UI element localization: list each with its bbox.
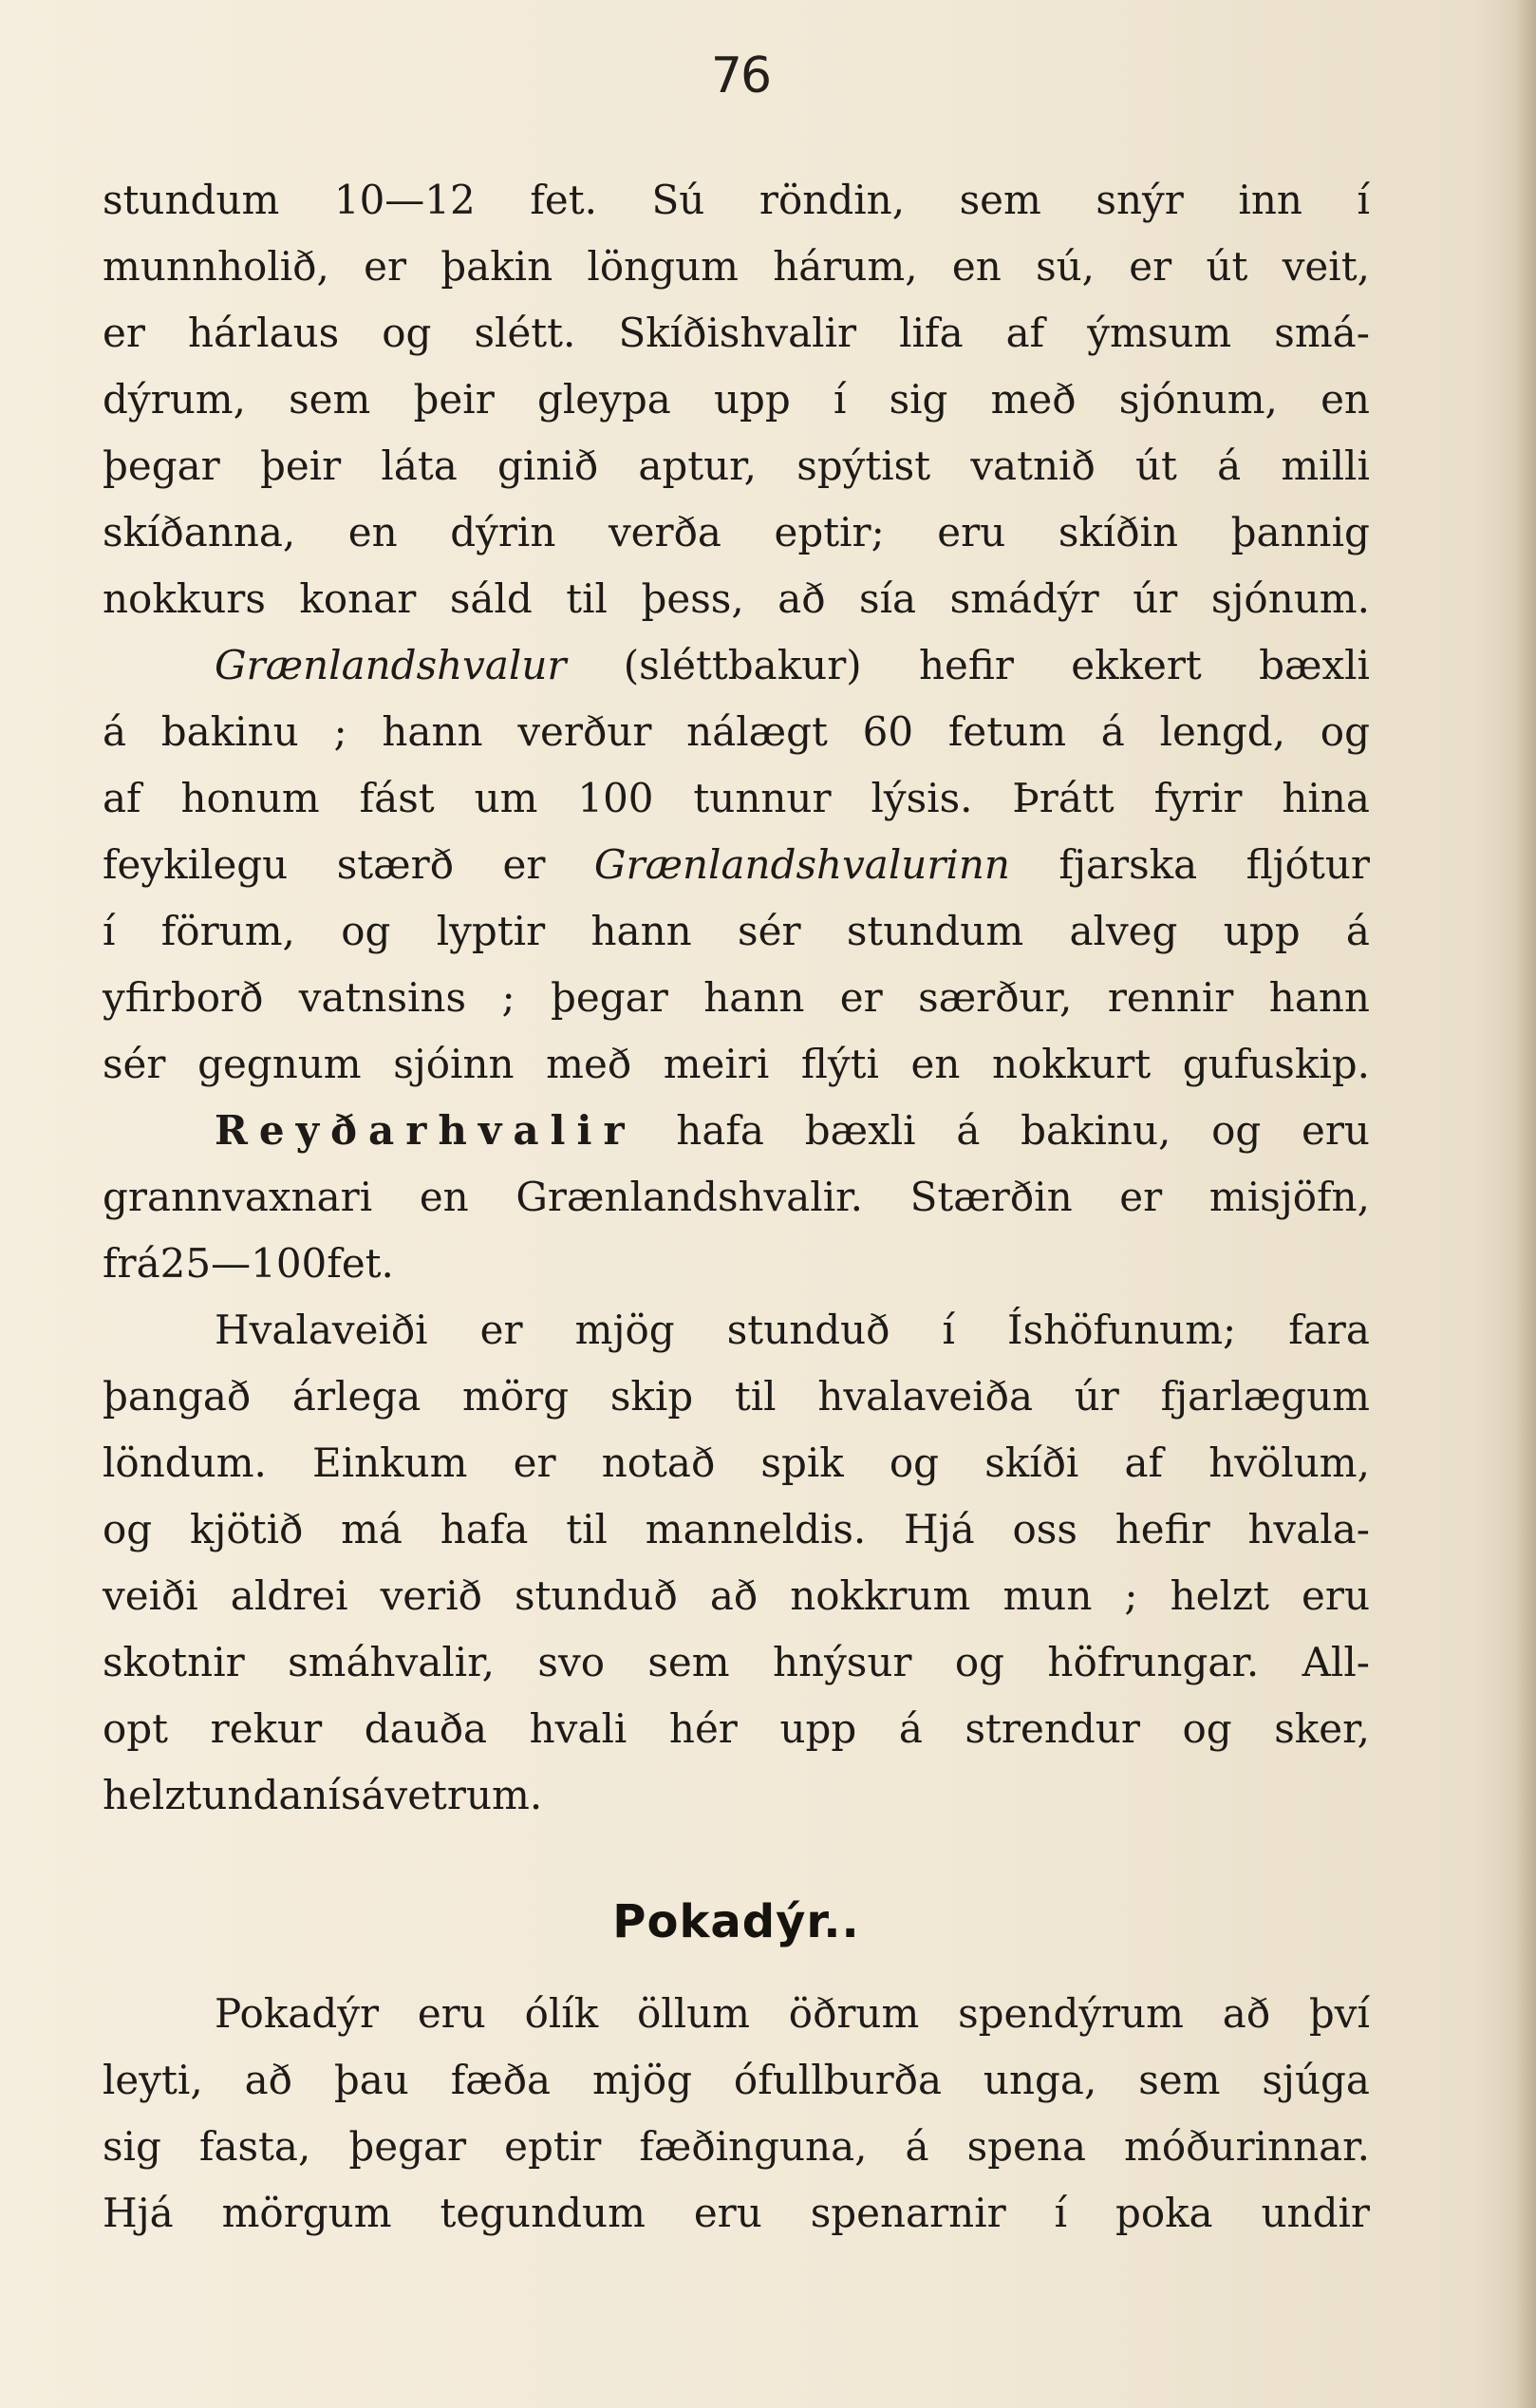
word: skíðin bbox=[1058, 509, 1179, 555]
word: upp bbox=[713, 376, 791, 423]
word: honum bbox=[180, 775, 320, 821]
word: spik bbox=[760, 1439, 844, 1486]
word: í bbox=[942, 1307, 955, 1353]
word: ; bbox=[333, 708, 347, 755]
word: hann bbox=[590, 908, 692, 954]
word: sér bbox=[103, 1041, 166, 1087]
word: feykilegu bbox=[103, 841, 289, 888]
word: dýrin bbox=[450, 509, 556, 555]
text-line bbox=[103, 1563, 1370, 1629]
word: fást bbox=[359, 775, 435, 821]
word: nokkurt bbox=[991, 1041, 1152, 1087]
page-number: 76 bbox=[710, 47, 771, 104]
word: hvölum, bbox=[1208, 1439, 1370, 1486]
word: að bbox=[244, 2057, 292, 2103]
word: sjónum, bbox=[1118, 376, 1278, 423]
word: þeir bbox=[259, 442, 342, 489]
body-text bbox=[103, 167, 1370, 2247]
word: mjög bbox=[574, 1307, 675, 1353]
word: upp bbox=[779, 1705, 857, 1752]
word: skíði bbox=[984, 1439, 1079, 1486]
word: 25—100 bbox=[159, 1240, 328, 1287]
word: og bbox=[1182, 1705, 1232, 1752]
word: og bbox=[954, 1639, 1005, 1685]
word: vetrum. bbox=[384, 1772, 543, 1818]
word: flýti bbox=[800, 1041, 879, 1087]
word: sker, bbox=[1274, 1705, 1370, 1752]
word: hafa bbox=[676, 1107, 764, 1154]
word: er bbox=[364, 243, 407, 290]
word: ; bbox=[1124, 1572, 1138, 1619]
text-line bbox=[103, 1696, 1370, 1762]
word: en bbox=[419, 1174, 469, 1220]
text-line bbox=[103, 499, 1370, 566]
word: verða bbox=[608, 509, 721, 555]
word: þau bbox=[333, 2057, 409, 2103]
word: sem bbox=[289, 376, 371, 423]
word: helzt bbox=[103, 1772, 202, 1818]
word: þegar bbox=[103, 442, 220, 489]
word: þegar bbox=[551, 974, 668, 1021]
text-line bbox=[103, 167, 1370, 234]
word: bakinu bbox=[160, 708, 299, 755]
word: eru bbox=[417, 1990, 486, 2037]
word: stundum bbox=[103, 177, 280, 223]
text-line bbox=[103, 1231, 1370, 1297]
word: oss bbox=[1012, 1506, 1077, 1552]
word: um bbox=[474, 775, 538, 821]
word: til bbox=[734, 1373, 777, 1420]
text-line bbox=[103, 832, 1370, 898]
word: hann bbox=[382, 708, 483, 755]
word: eru bbox=[937, 509, 1006, 555]
word: nokkurs bbox=[103, 575, 266, 622]
text-line bbox=[103, 300, 1370, 367]
word: kjötið bbox=[189, 1506, 304, 1552]
word: í bbox=[1054, 2190, 1068, 2236]
word: leyti, bbox=[103, 2057, 203, 2103]
text-line bbox=[103, 566, 1370, 632]
text-line bbox=[103, 1098, 1370, 1164]
word: lýsis. bbox=[871, 775, 973, 821]
paragraph-block-after-heading bbox=[103, 1981, 1370, 2247]
word: á bbox=[1345, 908, 1370, 954]
word: mjög bbox=[591, 2057, 693, 2103]
word: er bbox=[513, 1439, 556, 1486]
word: er bbox=[103, 310, 145, 356]
word: verður bbox=[517, 708, 652, 755]
word: á bbox=[905, 2123, 929, 2170]
word: röndin, bbox=[759, 177, 906, 223]
text-line bbox=[103, 1629, 1370, 1696]
word: sáld bbox=[449, 575, 533, 622]
word: mörg bbox=[462, 1373, 570, 1420]
word: manneldis. bbox=[645, 1506, 867, 1552]
word: frá bbox=[103, 1240, 160, 1287]
word: smádýr bbox=[949, 575, 1099, 622]
word: af bbox=[1124, 1439, 1164, 1486]
word: ófullburða bbox=[733, 2057, 943, 2103]
word: á bbox=[103, 708, 127, 755]
word: stunduð bbox=[515, 1572, 678, 1619]
word: þeir bbox=[413, 376, 495, 423]
word: bæxli bbox=[804, 1107, 916, 1154]
word: og bbox=[103, 1506, 153, 1552]
word: móðurinnar. bbox=[1124, 2123, 1370, 2170]
word: með bbox=[546, 1041, 632, 1087]
word: hvalaveiða bbox=[817, 1373, 1033, 1420]
word: til bbox=[566, 1506, 608, 1552]
section-heading: Pokadýr.. bbox=[612, 1895, 860, 1948]
word: All- bbox=[1302, 1639, 1370, 1685]
word: spena bbox=[966, 2123, 1086, 2170]
word: Stærðin bbox=[909, 1174, 1073, 1220]
word: ginið bbox=[497, 442, 599, 489]
word: eru bbox=[1302, 1572, 1370, 1619]
word: höfrungar. bbox=[1047, 1639, 1260, 1685]
page-edge-shadow bbox=[1515, 0, 1536, 2408]
word: sía bbox=[859, 575, 917, 622]
text-line bbox=[103, 632, 1370, 699]
word: fyrir bbox=[1153, 775, 1243, 821]
word: sjúga bbox=[1262, 2057, 1370, 2103]
text-line bbox=[103, 1364, 1370, 1430]
word: að bbox=[1222, 1990, 1271, 2037]
word: helzt bbox=[1170, 1572, 1269, 1619]
word: fljótur bbox=[1246, 841, 1370, 888]
word: grannvaxnari bbox=[103, 1174, 373, 1220]
word: veit, bbox=[1282, 243, 1370, 290]
word: inn bbox=[1238, 177, 1302, 223]
word: sú, bbox=[1036, 243, 1096, 290]
word: strendur bbox=[965, 1705, 1140, 1752]
word: hafa bbox=[440, 1506, 529, 1552]
text-line bbox=[103, 367, 1370, 433]
word: konar bbox=[299, 575, 417, 622]
word: veiði bbox=[103, 1572, 198, 1619]
word: Skíðishvalir bbox=[618, 310, 857, 356]
word: af bbox=[103, 775, 141, 821]
word: Hjá bbox=[103, 2190, 174, 2236]
word: vatnið bbox=[970, 442, 1096, 489]
word: smáhvalir, bbox=[288, 1639, 496, 1685]
word: í bbox=[103, 908, 116, 954]
word: sig bbox=[889, 376, 948, 423]
word: nálægt bbox=[686, 708, 828, 755]
word: sem bbox=[1138, 2057, 1221, 2103]
word: fet. bbox=[327, 1240, 394, 1287]
text-line bbox=[103, 965, 1370, 1031]
word: sem bbox=[959, 177, 1041, 223]
word: mörgum bbox=[221, 2190, 392, 2236]
word: út bbox=[1134, 442, 1177, 489]
word: misjöfn, bbox=[1208, 1174, 1370, 1220]
word: nokkrum bbox=[790, 1572, 971, 1619]
word: með bbox=[990, 376, 1077, 423]
word: fæðinguna, bbox=[639, 2123, 868, 2170]
word: fetum bbox=[947, 708, 1067, 755]
word: vatnsins bbox=[298, 974, 467, 1021]
word: snýr bbox=[1096, 177, 1184, 223]
word: öðrum bbox=[788, 1990, 920, 2037]
word: og bbox=[889, 1439, 940, 1486]
word: að bbox=[709, 1572, 759, 1619]
word: rennir bbox=[1107, 974, 1234, 1021]
word: Hjá bbox=[904, 1506, 975, 1552]
word: meiri bbox=[663, 1041, 770, 1087]
word: er bbox=[839, 974, 883, 1021]
word: alveg bbox=[1069, 908, 1178, 954]
word: stundum bbox=[846, 908, 1024, 954]
word: slétt. bbox=[474, 310, 576, 356]
word: milli bbox=[1281, 442, 1370, 489]
text-line bbox=[103, 1762, 1370, 1829]
word: sér bbox=[738, 908, 801, 954]
text-line bbox=[103, 1297, 1370, 1364]
word: því bbox=[1308, 1990, 1370, 2037]
word: eru bbox=[1301, 1107, 1370, 1154]
paragraph-block-before-heading bbox=[103, 167, 1370, 1829]
word: eptir bbox=[504, 2123, 602, 2170]
word: Grænlandshvalur bbox=[215, 642, 567, 688]
word: rekur bbox=[210, 1705, 323, 1752]
word: þegar bbox=[348, 2123, 467, 2170]
text-line bbox=[103, 1164, 1370, 1231]
word: öllum bbox=[636, 1990, 750, 2037]
word: verið bbox=[380, 1572, 482, 1619]
word: gegnum bbox=[197, 1041, 362, 1087]
word: ís bbox=[328, 1772, 362, 1818]
word: á bbox=[1100, 708, 1125, 755]
word: notað bbox=[601, 1439, 716, 1486]
word: til bbox=[566, 575, 608, 622]
word: hvala- bbox=[1247, 1506, 1370, 1552]
word: er bbox=[479, 1307, 523, 1353]
word: smá- bbox=[1274, 310, 1370, 356]
word: þannig bbox=[1230, 509, 1370, 555]
word: dauða bbox=[364, 1705, 488, 1752]
word: upp bbox=[1223, 908, 1301, 954]
word: Grænlandshvalir. bbox=[515, 1174, 863, 1220]
word: Sú bbox=[651, 177, 705, 223]
word: hina bbox=[1282, 775, 1370, 821]
word: fæða bbox=[450, 2057, 552, 2103]
word: spendýrum bbox=[958, 1990, 1185, 2037]
word: munnholið, bbox=[103, 243, 329, 290]
word: fara bbox=[1288, 1307, 1370, 1353]
word: ekkert bbox=[1071, 642, 1202, 688]
word: hnýsur bbox=[772, 1639, 912, 1685]
word: hefir bbox=[918, 642, 1014, 688]
word: 100 bbox=[577, 775, 654, 821]
word: en bbox=[910, 1041, 961, 1087]
word: dýrum, bbox=[103, 376, 246, 423]
word: af bbox=[1005, 310, 1045, 356]
word: en bbox=[347, 509, 398, 555]
heading-line bbox=[103, 1829, 1370, 1981]
word: sem bbox=[647, 1639, 730, 1685]
word: hér bbox=[668, 1705, 738, 1752]
word: á bbox=[956, 1107, 981, 1154]
word: úr bbox=[1074, 1373, 1119, 1420]
word: og bbox=[382, 310, 432, 356]
text-line bbox=[103, 699, 1370, 765]
text-line bbox=[103, 1496, 1370, 1563]
word: hárum, bbox=[773, 243, 918, 290]
word: undir bbox=[1261, 2190, 1370, 2236]
word: fjarlægum bbox=[1160, 1373, 1370, 1420]
word: er bbox=[1119, 1174, 1163, 1220]
word: úr bbox=[1133, 575, 1178, 622]
word: Pokadýr bbox=[215, 1990, 380, 2037]
text-line bbox=[103, 1031, 1370, 1098]
text-line bbox=[103, 2114, 1370, 2180]
word: Einkum bbox=[312, 1439, 468, 1486]
word: 60 bbox=[862, 708, 914, 755]
word: hann bbox=[1268, 974, 1370, 1021]
word: mun bbox=[1002, 1572, 1093, 1619]
word: opt bbox=[103, 1705, 169, 1752]
word: spenarnir bbox=[810, 2190, 1006, 2236]
word: hárlaus bbox=[187, 310, 340, 356]
word: Hvalaveiði bbox=[215, 1307, 428, 1353]
word: lifa bbox=[899, 310, 964, 356]
word: ólík bbox=[524, 1990, 599, 2037]
text-line bbox=[103, 234, 1370, 300]
word: skotnir bbox=[103, 1639, 245, 1685]
word: að bbox=[777, 575, 826, 622]
word: þangað bbox=[103, 1373, 252, 1420]
word: þakin bbox=[440, 243, 553, 290]
word: og bbox=[341, 908, 391, 954]
word: en bbox=[951, 243, 1002, 290]
word: aldrei bbox=[230, 1572, 348, 1619]
word: skip bbox=[609, 1373, 694, 1420]
text-line bbox=[103, 898, 1370, 965]
word: 10—12 bbox=[333, 177, 476, 223]
word: aptur, bbox=[638, 442, 757, 489]
word: poka bbox=[1115, 2190, 1213, 2236]
word: förum, bbox=[160, 908, 295, 954]
word: ýmsum bbox=[1087, 310, 1232, 356]
text-line bbox=[103, 1430, 1370, 1496]
word: í bbox=[1357, 177, 1370, 223]
word: tegundum bbox=[440, 2190, 646, 2236]
word: eru bbox=[693, 2190, 762, 2236]
word: stunduð bbox=[726, 1307, 890, 1353]
word: hefir bbox=[1115, 1506, 1210, 1552]
word: Grænlandshvalurinn bbox=[593, 841, 1010, 888]
word: skíðanna, bbox=[103, 509, 296, 555]
word: undan bbox=[201, 1772, 328, 1818]
word: hvali bbox=[529, 1705, 628, 1752]
word: eptir; bbox=[774, 509, 885, 555]
text-line bbox=[103, 2047, 1370, 2114]
word: sjónum. bbox=[1210, 575, 1370, 622]
text-line bbox=[103, 433, 1370, 499]
word: ; bbox=[501, 974, 515, 1021]
word: sig bbox=[103, 2123, 161, 2170]
word: hann bbox=[703, 974, 805, 1021]
word: bakinu, bbox=[1021, 1107, 1171, 1154]
word: stærð bbox=[336, 841, 454, 888]
text-line bbox=[103, 2180, 1370, 2247]
text-line bbox=[103, 1981, 1370, 2047]
word: má bbox=[341, 1506, 403, 1552]
word: á bbox=[1217, 442, 1242, 489]
text-line bbox=[103, 765, 1370, 832]
word: lyptir bbox=[436, 908, 546, 954]
word: yfirborð bbox=[103, 974, 264, 1021]
word: þess, bbox=[641, 575, 744, 622]
word: Reyðarhvalir bbox=[215, 1107, 636, 1154]
word: særður, bbox=[918, 974, 1073, 1021]
word: láta bbox=[381, 442, 458, 489]
word: árlega bbox=[291, 1373, 421, 1420]
word: lengd, bbox=[1159, 708, 1286, 755]
word: er bbox=[502, 841, 546, 888]
word: fet. bbox=[530, 177, 597, 223]
word: fasta, bbox=[198, 2123, 311, 2170]
word: í bbox=[833, 376, 847, 423]
word: löngum bbox=[587, 243, 739, 290]
word: út bbox=[1206, 243, 1248, 290]
word: unga, bbox=[983, 2057, 1097, 2103]
word: bæxli bbox=[1259, 642, 1370, 688]
word: svo bbox=[537, 1639, 605, 1685]
word: og bbox=[1211, 1107, 1262, 1154]
word: Þrátt bbox=[1012, 775, 1115, 821]
word: löndum. bbox=[103, 1439, 267, 1486]
word: Íshöfunum; bbox=[1007, 1307, 1237, 1353]
word: fjarska bbox=[1058, 841, 1198, 888]
word: (sléttbakur) bbox=[623, 642, 862, 688]
word: gleypa bbox=[536, 376, 671, 423]
word: er bbox=[1129, 243, 1172, 290]
word: á bbox=[361, 1772, 385, 1818]
word: á bbox=[898, 1705, 923, 1752]
word: sjóinn bbox=[393, 1041, 515, 1087]
word: spýtist bbox=[796, 442, 931, 489]
word: og bbox=[1320, 708, 1370, 755]
word: tunnur bbox=[693, 775, 832, 821]
word: gufuskip. bbox=[1182, 1041, 1370, 1087]
word: en bbox=[1321, 376, 1370, 423]
